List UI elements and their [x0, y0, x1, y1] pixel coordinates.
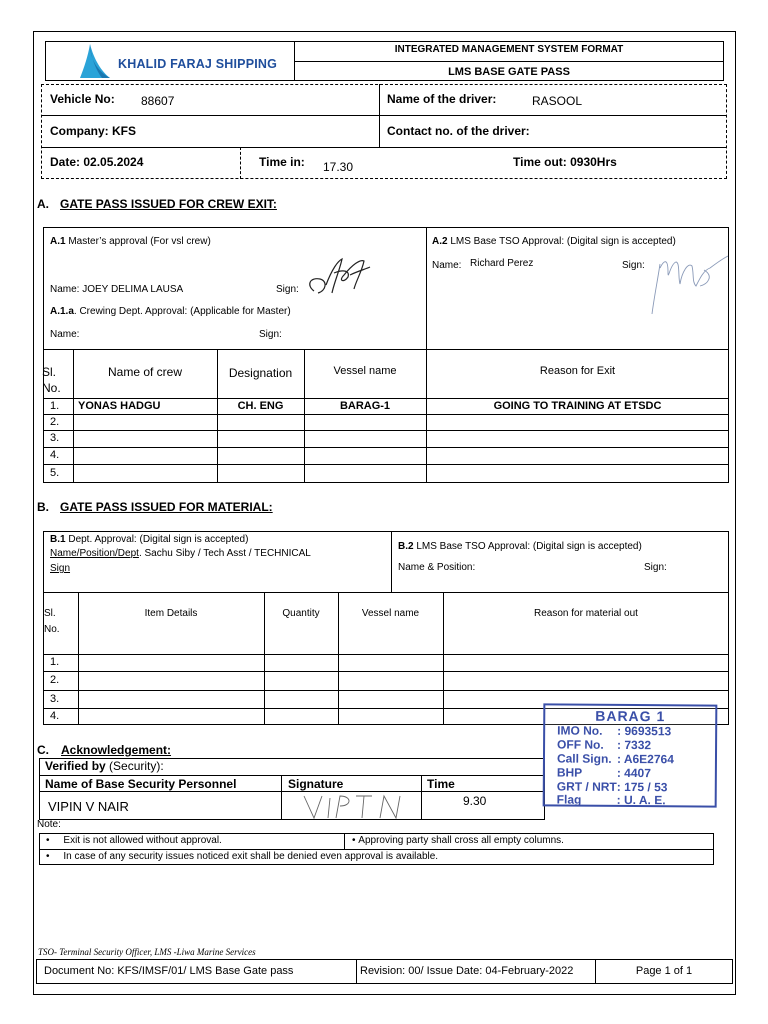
note-label: Note: [37, 819, 61, 830]
tso-signature [648, 248, 730, 323]
stamp-line: Flag : U. A. E. [556, 792, 666, 808]
material-col-item: Item Details [144, 608, 198, 619]
a2-name-label: Name: [432, 260, 462, 271]
revision-info: Revision: 00/ Issue Date: 04-February-2022 [360, 965, 574, 977]
material-table-row: 4. [50, 710, 60, 722]
crew-table-row: 5. [50, 467, 60, 479]
material-table-row: 1. [50, 656, 60, 668]
section-a-number: A. [37, 197, 49, 211]
time-out-label: Time out: 0930Hrs [513, 155, 617, 169]
security-name-value: VIPIN V NAIR [48, 799, 129, 814]
vehicle-label: Vehicle No: [50, 92, 115, 106]
a2-label: A.2 LMS Base TSO Approval: (Digital sign is accepted) [432, 236, 676, 247]
crew-table-row: 3. [50, 432, 60, 444]
section-b-heading: GATE PASS ISSUED FOR MATERIAL: [60, 500, 273, 514]
material-col-sl: Sl. [44, 608, 56, 619]
page-number: Page 1 of 1 [635, 965, 693, 977]
b2-label: B.2 LMS Base TSO Approval: (Digital sign is accepted) [398, 541, 642, 552]
shark-fin-logo-icon [76, 42, 112, 80]
crew-col-name: Name of crew [107, 365, 183, 379]
b1-name: Name/Position/Dept. Sachu Siby / Tech Asst / TECHNICAL [50, 548, 311, 559]
a1a-name: Name: [50, 329, 80, 340]
section-b-number: B. [37, 500, 49, 514]
crew-table-row: 2. [50, 416, 60, 428]
stamp-title: BARAG 1 [595, 707, 666, 725]
crew-col-reason: Reason for Exit [539, 365, 616, 377]
stamp-line: GRT / NRT: 175 / 53 [556, 779, 668, 795]
signature-header: Signature [288, 777, 344, 791]
note-item: • In case of any security issues noticed exit shall be denied even approval is available. [46, 851, 439, 862]
section-a-heading: GATE PASS ISSUED FOR CREW EXIT: [60, 197, 277, 211]
gate-pass-page: KHALID FARAJ SHIPPING INTEGRATED MANAGEMENT SYSTEM FORMAT LMS BASE GATE PASS Vehicle No: 88607 Name of the driver: RASOOL Company: KFS Contact no. of the driver: Date: 02.05.2024 Time in: 17.30 Time out: 0930Hrs A. GATE PASS ISSUED FOR CREW EXIT: A.1 Master’s approval (For vsl crew) Name: JOEY DELIMA LAUSA Sign: A.1.a. Crewing Dept. Approval: (Applicable for Master) Name: Sign: A.2 LMS Base TSO Approval: (Digital sign is accepted) Name: Richard Perez Sign: Sl. No. Name of crew Designation Vessel name Reason for Exit 1. YONAS HADGU CH. ENG BARAG-1 GOING TO TRAINING AT ETSDC 2. 3. 4. 5. B. GATE PASS ISSUED FOR MATERIAL: B.1 Dept. Approval: (Digital sign is accepted) Name/Position/Dept. Sachu Siby / Tech Asst / TECHNICAL Sign B.2 LMS Base TSO Approval: (Digital sign is accepted) Name & Position: Sign: Sl. No. Item Details Quantity Vessel name Reason for material out 1. 2. 3. 4. C. Acknowledgement: Verified by (Security): Name of Base Security Personnel Signature Time VIPIN V NAIR 9.30 BARAG 1 IMO No. : 9693513 OFF No. : 7332 Call Sign. : A6E2764 BHP : 4407 GRT / NRT: 175 / 53 Flag : U. A. E. Note: • Exit is not allowed without approval. • Approving party shall cross all empty columns. • In case of any security issues noticed exit shall be denied even approval is available. TSO- Terminal Security Officer, LMS -Liwa Marine Services Document No: KFS/IMSF/01/ LMS Base Gate pass Revision: 00/ Issue Date: 04-February-2022 Page 1 of 1 [0, 0, 768, 1024]
a1-name: Name: JOEY DELIMA LAUSA [50, 284, 184, 295]
contact-label: Contact no. of the driver: [387, 124, 530, 138]
crew-col-sl: Sl. [42, 365, 57, 379]
date-label: Date: 02.05.2024 [50, 155, 144, 169]
stamp-line: OFF No. : 7332 [557, 737, 652, 753]
master-signature [304, 255, 376, 302]
driver-value: RASOOL [532, 94, 583, 108]
material-col-no: No. [44, 624, 60, 635]
crew-col-designation: Designation [228, 366, 293, 380]
document-number: Document No: KFS/IMSF/01/ LMS Base Gate pass [44, 965, 294, 977]
company-logo [76, 42, 112, 80]
form-title: LMS BASE GATE PASS [448, 66, 570, 78]
company-label: Company: KFS [50, 124, 137, 138]
note-item: • Exit is not allowed without approval. [46, 835, 222, 846]
time-in-label: Time in: [259, 155, 305, 169]
time-in-value: 17.30 [323, 160, 354, 174]
time-header: Time [427, 777, 455, 791]
material-table-row: 2. [50, 674, 60, 686]
b1-label: B.1 Dept. Approval: (Digital sign is accepted) [50, 534, 249, 545]
a2-sign-label: Sign: [622, 260, 645, 271]
a2-name-value: Richard Perez [470, 258, 534, 269]
stamp-line: Call Sign. : A6E2764 [556, 751, 674, 767]
crew-col-no: No. [42, 381, 61, 395]
security-signature [300, 792, 410, 827]
company-name: KHALID FARAJ SHIPPING [118, 57, 278, 71]
stamp-line: BHP : 4407 [556, 765, 651, 781]
stamp-line: IMO No. : 9693513 [557, 723, 672, 739]
vessel-stamp [543, 703, 718, 807]
section-c-number: C. [37, 743, 49, 757]
b1-sign: Sign [50, 563, 71, 574]
note-item: • Approving party shall cross all empty columns. [352, 835, 564, 846]
a1a-sign: Sign: [259, 329, 282, 340]
verified-by: Verified by (Security): [45, 759, 164, 773]
security-name-header: Name of Base Security Personnel [45, 777, 237, 791]
material-col-vessel: Vessel name [361, 608, 420, 619]
a1a-label: A.1.a. Crewing Dept. Approval: (Applicable for Master) [50, 306, 291, 317]
b2-name-position: Name & Position: [398, 562, 476, 573]
b2-sign: Sign: [644, 562, 667, 573]
material-col-reason: Reason for material out [534, 608, 638, 619]
crew-col-vessel: Vessel name [333, 365, 397, 377]
material-col-quantity: Quantity [282, 608, 320, 619]
section-c-heading: Acknowledgement: [61, 743, 172, 757]
a1-sign-label: Sign: [276, 284, 299, 295]
time-value: 9.30 [463, 794, 487, 808]
crew-table-row: 4. [50, 449, 60, 461]
material-table-row: 3. [50, 693, 60, 705]
vehicle-value: 88607 [141, 94, 175, 108]
format-title: INTEGRATED MANAGEMENT SYSTEM FORMAT [394, 44, 624, 55]
a1-label: A.1 Master’s approval (For vsl crew) [50, 236, 211, 247]
driver-label: Name of the driver: [387, 92, 497, 106]
material-approval-box [43, 531, 729, 725]
footer-abbreviations: TSO- Terminal Security Officer, LMS -Liwa Marine Services [38, 947, 256, 957]
